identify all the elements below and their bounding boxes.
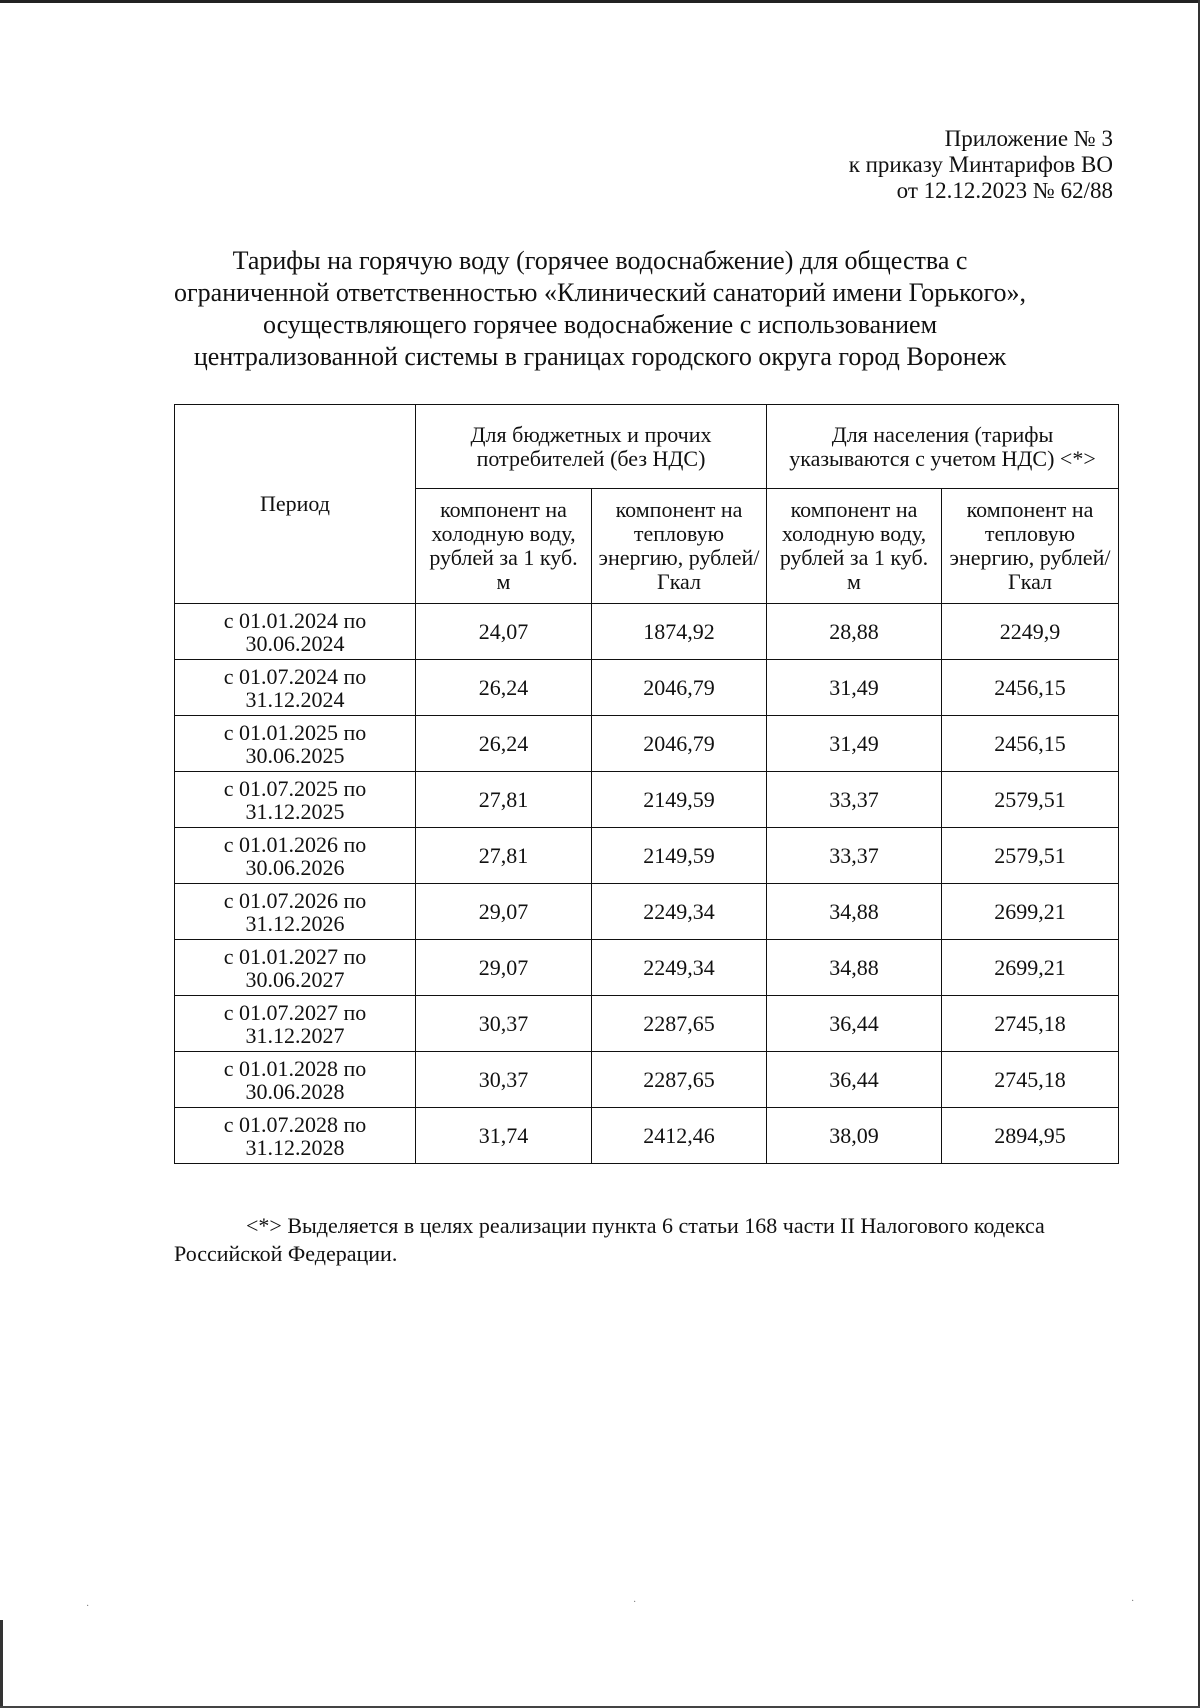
budget-heat-cell: 2149,59 — [592, 828, 767, 884]
population-heat-cell: 2699,21 — [942, 940, 1119, 996]
table-row — [175, 828, 1119, 884]
period-cell: с 01.01.2025 по 30.06.2025 — [175, 716, 416, 772]
population-heat-cell: 2579,51 — [942, 828, 1119, 884]
table-header-row-1 — [175, 405, 1119, 489]
population-cold-cell: 33,37 — [767, 828, 942, 884]
population-cold-cell: 34,88 — [767, 940, 942, 996]
population-cold-cell: 31,49 — [767, 660, 942, 716]
period-cell: с 01.07.2028 по 31.12.2028 — [175, 1108, 416, 1164]
annex-line-3: от 12.12.2023 № 62/88 — [896, 178, 1113, 203]
budget-heat-cell: 2412,46 — [592, 1108, 767, 1164]
title-line-1: Тарифы на горячую воду (горячее водоснабжение) для общества с — [232, 246, 968, 275]
table-row — [175, 996, 1119, 1052]
annex-line-1: Приложение № 3 — [944, 126, 1113, 151]
document-title — [150, 245, 1050, 373]
budget-cold-cell: 27,81 — [416, 828, 592, 884]
title-line-4: централизованной системы в границах городского округа город Воронеж — [193, 342, 1007, 371]
population-group-header: Для населения (тарифы указываются с учетом НДС) <*> — [767, 405, 1119, 489]
budget-cold-cell: 29,07 — [416, 940, 592, 996]
budget-cold-cell: 30,37 — [416, 1052, 592, 1108]
budget-heat-cell: 2249,34 — [592, 884, 767, 940]
title-line-2: ограниченной ответственностью «Клинический санаторий имени Горького», — [174, 278, 1026, 307]
scan-speck: · — [86, 1601, 90, 1612]
budget-heat-cell: 2046,79 — [592, 660, 767, 716]
title-line-3: осуществляющего горячее водоснабжение с использованием — [262, 310, 938, 339]
period-cell: с 01.07.2024 по 31.12.2024 — [175, 660, 416, 716]
population-cold-header: компонент на холодную воду, рублей за 1 куб. м — [767, 489, 942, 604]
period-cell: с 01.01.2024 по 30.06.2024 — [175, 604, 416, 660]
population-heat-cell: 2456,15 — [942, 716, 1119, 772]
period-header: Период — [175, 405, 416, 604]
table-row — [175, 884, 1119, 940]
population-cold-cell: 33,37 — [767, 772, 942, 828]
population-cold-cell: 36,44 — [767, 1052, 942, 1108]
population-heat-cell: 2894,95 — [942, 1108, 1119, 1164]
population-heat-cell: 2745,18 — [942, 1052, 1119, 1108]
population-cold-cell: 36,44 — [767, 996, 942, 1052]
annex-header — [849, 126, 1113, 204]
period-cell: с 01.01.2026 по 30.06.2026 — [175, 828, 416, 884]
population-heat-cell: 2699,21 — [942, 884, 1119, 940]
scan-speck: · — [633, 1597, 637, 1608]
budget-heat-cell: 2287,65 — [592, 1052, 767, 1108]
table-row — [175, 940, 1119, 996]
table-row — [175, 772, 1119, 828]
budget-heat-header: компонент на тепловую энергию, рублей/Гкал — [592, 489, 767, 604]
population-cold-cell: 38,09 — [767, 1108, 942, 1164]
budget-cold-cell: 30,37 — [416, 996, 592, 1052]
scan-edge-top — [0, 0, 1200, 3]
table-row — [175, 1108, 1119, 1164]
period-cell: с 01.07.2027 по 31.12.2027 — [175, 996, 416, 1052]
annex-line-2: к приказу Минтарифов ВО — [848, 152, 1113, 177]
population-cold-cell: 31,49 — [767, 716, 942, 772]
budget-heat-cell: 2149,59 — [592, 772, 767, 828]
population-heat-cell: 2745,18 — [942, 996, 1119, 1052]
budget-cold-cell: 26,24 — [416, 716, 592, 772]
period-cell: с 01.07.2026 по 31.12.2026 — [175, 884, 416, 940]
table-row — [175, 716, 1119, 772]
budget-cold-cell: 31,74 — [416, 1108, 592, 1164]
budget-heat-cell: 2249,34 — [592, 940, 767, 996]
population-heat-cell: 2579,51 — [942, 772, 1119, 828]
tariffs-table — [174, 404, 1119, 1164]
budget-group-header: Для бюджетных и прочих потребителей (без НДС) — [416, 405, 767, 489]
population-cold-cell: 28,88 — [767, 604, 942, 660]
budget-heat-cell: 2046,79 — [592, 716, 767, 772]
budget-cold-cell: 27,81 — [416, 772, 592, 828]
scan-edge-left — [0, 1620, 3, 1708]
budget-cold-cell: 24,07 — [416, 604, 592, 660]
table-row — [175, 1052, 1119, 1108]
table-row — [175, 604, 1119, 660]
population-heat-cell: 2249,9 — [942, 604, 1119, 660]
budget-cold-header: компонент на холодную воду, рублей за 1 куб. м — [416, 489, 592, 604]
footnote: <*> Выделяется в целях реализации пункта 6 статьи 168 части II Налогового кодекса Российской Федерации. — [174, 1213, 1045, 1266]
period-cell: с 01.07.2025 по 31.12.2025 — [175, 772, 416, 828]
period-cell: с 01.01.2028 по 30.06.2028 — [175, 1052, 416, 1108]
population-heat-cell: 2456,15 — [942, 660, 1119, 716]
scan-speck: · — [1131, 1596, 1135, 1607]
budget-cold-cell: 26,24 — [416, 660, 592, 716]
population-cold-cell: 34,88 — [767, 884, 942, 940]
budget-cold-cell: 29,07 — [416, 884, 592, 940]
table-row — [175, 660, 1119, 716]
period-cell: с 01.01.2027 по 30.06.2027 — [175, 940, 416, 996]
budget-heat-cell: 2287,65 — [592, 996, 767, 1052]
population-heat-header: компонент на тепловую энергию, рублей/Гкал — [942, 489, 1119, 604]
budget-heat-cell: 1874,92 — [592, 604, 767, 660]
